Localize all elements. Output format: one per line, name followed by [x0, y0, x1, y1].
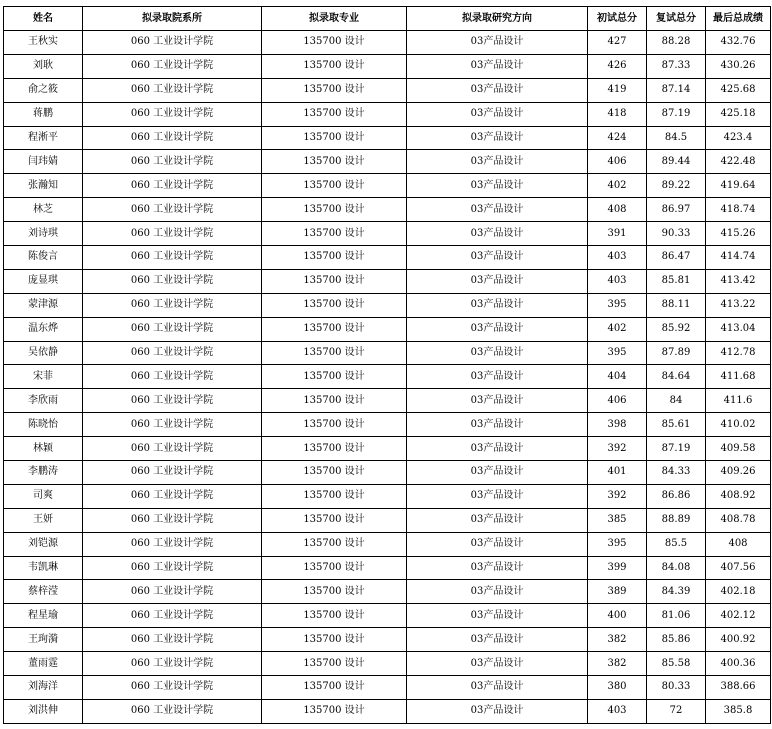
- table-row: [4, 54, 771, 78]
- cell-final-score: 402.18: [706, 580, 771, 604]
- cell-retest-score: 89.22: [647, 174, 706, 198]
- admission-table: [3, 6, 771, 724]
- cell-department: 060 工业设计学院: [83, 461, 262, 485]
- cell-initial-score: 392: [588, 437, 647, 461]
- cell-retest-score: 86.86: [647, 484, 706, 508]
- cell-retest-score: 85.5: [647, 532, 706, 556]
- header-retest-score: 复试总分: [647, 7, 706, 31]
- cell-major: 135700 设计: [262, 413, 407, 437]
- cell-major: 135700 设计: [262, 604, 407, 628]
- cell-retest-score: 84.08: [647, 556, 706, 580]
- cell-final-score: 414.74: [706, 246, 771, 270]
- cell-initial-score: 418: [588, 102, 647, 126]
- cell-research-direction: 03产品设计: [407, 437, 588, 461]
- table-row: [4, 222, 771, 246]
- cell-initial-score: 406: [588, 389, 647, 413]
- cell-final-score: 409.58: [706, 437, 771, 461]
- cell-final-score: 410.02: [706, 413, 771, 437]
- cell-name: 俞之筱: [4, 78, 83, 102]
- cell-name: 王珣漪: [4, 628, 83, 652]
- cell-department: 060 工业设计学院: [83, 198, 262, 222]
- cell-research-direction: 03产品设计: [407, 389, 588, 413]
- cell-name: 陈俊言: [4, 246, 83, 270]
- table-row: [4, 389, 771, 413]
- cell-major: 135700 设计: [262, 293, 407, 317]
- cell-name: 董雨霆: [4, 652, 83, 676]
- table-row: [4, 580, 771, 604]
- cell-name: 李欣雨: [4, 389, 83, 413]
- cell-major: 135700 设计: [262, 580, 407, 604]
- cell-research-direction: 03产品设计: [407, 54, 588, 78]
- cell-research-direction: 03产品设计: [407, 102, 588, 126]
- cell-name: 蒋鹏: [4, 102, 83, 126]
- cell-initial-score: 382: [588, 652, 647, 676]
- cell-major: 135700 设计: [262, 198, 407, 222]
- table-row: [4, 293, 771, 317]
- cell-initial-score: 427: [588, 31, 647, 55]
- cell-final-score: 413.22: [706, 293, 771, 317]
- cell-retest-score: 72: [647, 699, 706, 723]
- table-row: [4, 413, 771, 437]
- cell-department: 060 工业设计学院: [83, 54, 262, 78]
- header-final-score: 最后总成绩: [706, 7, 771, 31]
- cell-research-direction: 03产品设计: [407, 628, 588, 652]
- table-header: [4, 7, 771, 31]
- table-row: [4, 269, 771, 293]
- cell-major: 135700 设计: [262, 389, 407, 413]
- table-body: [4, 31, 771, 724]
- table-row: [4, 652, 771, 676]
- header-initial-score: 初试总分: [588, 7, 647, 31]
- table-row: [4, 198, 771, 222]
- cell-department: 060 工业设计学院: [83, 413, 262, 437]
- cell-final-score: 408.92: [706, 484, 771, 508]
- cell-initial-score: 385: [588, 508, 647, 532]
- table-row: [4, 699, 771, 723]
- cell-department: 060 工业设计学院: [83, 389, 262, 413]
- cell-final-score: 425.68: [706, 78, 771, 102]
- cell-research-direction: 03产品设计: [407, 293, 588, 317]
- cell-name: 刘铠源: [4, 532, 83, 556]
- cell-department: 060 工业设计学院: [83, 508, 262, 532]
- cell-department: 060 工业设计学院: [83, 437, 262, 461]
- cell-initial-score: 395: [588, 532, 647, 556]
- cell-department: 060 工业设计学院: [83, 532, 262, 556]
- cell-name: 刘耿: [4, 54, 83, 78]
- cell-research-direction: 03产品设计: [407, 341, 588, 365]
- cell-research-direction: 03产品设计: [407, 174, 588, 198]
- cell-department: 060 工业设计学院: [83, 126, 262, 150]
- cell-research-direction: 03产品设计: [407, 126, 588, 150]
- header-name: 姓名: [4, 7, 83, 31]
- cell-research-direction: 03产品设计: [407, 676, 588, 700]
- cell-department: 060 工业设计学院: [83, 556, 262, 580]
- cell-initial-score: 389: [588, 580, 647, 604]
- cell-research-direction: 03产品设计: [407, 484, 588, 508]
- cell-department: 060 工业设计学院: [83, 78, 262, 102]
- cell-research-direction: 03产品设计: [407, 556, 588, 580]
- cell-retest-score: 85.81: [647, 269, 706, 293]
- cell-final-score: 408: [706, 532, 771, 556]
- cell-research-direction: 03产品设计: [407, 246, 588, 270]
- cell-name: 张瀚知: [4, 174, 83, 198]
- cell-initial-score: 399: [588, 556, 647, 580]
- cell-major: 135700 设计: [262, 150, 407, 174]
- cell-final-score: 412.78: [706, 341, 771, 365]
- cell-retest-score: 89.44: [647, 150, 706, 174]
- cell-final-score: 432.76: [706, 31, 771, 55]
- cell-research-direction: 03产品设计: [407, 198, 588, 222]
- cell-major: 135700 设计: [262, 174, 407, 198]
- cell-department: 060 工业设计学院: [83, 102, 262, 126]
- cell-final-score: 413.04: [706, 317, 771, 341]
- cell-research-direction: 03产品设计: [407, 532, 588, 556]
- cell-research-direction: 03产品设计: [407, 31, 588, 55]
- cell-department: 060 工业设计学院: [83, 222, 262, 246]
- cell-research-direction: 03产品设计: [407, 222, 588, 246]
- cell-retest-score: 80.33: [647, 676, 706, 700]
- cell-retest-score: 87.19: [647, 102, 706, 126]
- cell-initial-score: 403: [588, 699, 647, 723]
- cell-department: 060 工业设计学院: [83, 628, 262, 652]
- cell-retest-score: 88.28: [647, 31, 706, 55]
- table-row: [4, 676, 771, 700]
- cell-name: 林颖: [4, 437, 83, 461]
- table-row: [4, 508, 771, 532]
- cell-major: 135700 设计: [262, 676, 407, 700]
- cell-final-score: 415.26: [706, 222, 771, 246]
- cell-final-score: 422.48: [706, 150, 771, 174]
- cell-name: 程星瑜: [4, 604, 83, 628]
- table-row: [4, 484, 771, 508]
- table-row: [4, 556, 771, 580]
- cell-name: 蔡梓滢: [4, 580, 83, 604]
- cell-initial-score: 404: [588, 365, 647, 389]
- cell-research-direction: 03产品设计: [407, 604, 588, 628]
- cell-research-direction: 03产品设计: [407, 652, 588, 676]
- table-row: [4, 31, 771, 55]
- cell-retest-score: 87.14: [647, 78, 706, 102]
- cell-department: 060 工业设计学院: [83, 293, 262, 317]
- cell-name: 吴依静: [4, 341, 83, 365]
- cell-major: 135700 设计: [262, 365, 407, 389]
- cell-final-score: 400.36: [706, 652, 771, 676]
- cell-research-direction: 03产品设计: [407, 269, 588, 293]
- cell-final-score: 400.92: [706, 628, 771, 652]
- cell-name: 司爽: [4, 484, 83, 508]
- cell-initial-score: 419: [588, 78, 647, 102]
- cell-retest-score: 88.89: [647, 508, 706, 532]
- cell-retest-score: 84.5: [647, 126, 706, 150]
- cell-department: 060 工业设计学院: [83, 580, 262, 604]
- cell-initial-score: 426: [588, 54, 647, 78]
- cell-research-direction: 03产品设计: [407, 580, 588, 604]
- cell-department: 060 工业设计学院: [83, 484, 262, 508]
- table-row: [4, 174, 771, 198]
- cell-name: 刘洪伸: [4, 699, 83, 723]
- cell-department: 060 工业设计学院: [83, 174, 262, 198]
- cell-department: 060 工业设计学院: [83, 676, 262, 700]
- cell-department: 060 工业设计学院: [83, 269, 262, 293]
- cell-research-direction: 03产品设计: [407, 365, 588, 389]
- cell-initial-score: 402: [588, 317, 647, 341]
- cell-retest-score: 87.19: [647, 437, 706, 461]
- cell-initial-score: 403: [588, 269, 647, 293]
- cell-department: 060 工业设计学院: [83, 365, 262, 389]
- cell-retest-score: 86.47: [647, 246, 706, 270]
- cell-major: 135700 设计: [262, 78, 407, 102]
- cell-major: 135700 设计: [262, 556, 407, 580]
- table-row: [4, 78, 771, 102]
- cell-retest-score: 87.33: [647, 54, 706, 78]
- cell-name: 宋菲: [4, 365, 83, 389]
- table-row: [4, 246, 771, 270]
- header-department: 拟录取院系所: [83, 7, 262, 31]
- cell-name: 刘诗琪: [4, 222, 83, 246]
- cell-name: 李鹏涛: [4, 461, 83, 485]
- cell-research-direction: 03产品设计: [407, 78, 588, 102]
- cell-retest-score: 81.06: [647, 604, 706, 628]
- cell-department: 060 工业设计学院: [83, 150, 262, 174]
- cell-retest-score: 85.92: [647, 317, 706, 341]
- table-row: [4, 437, 771, 461]
- cell-initial-score: 382: [588, 628, 647, 652]
- table-row: [4, 628, 771, 652]
- cell-major: 135700 设计: [262, 246, 407, 270]
- cell-retest-score: 88.11: [647, 293, 706, 317]
- cell-department: 060 工业设计学院: [83, 341, 262, 365]
- cell-initial-score: 395: [588, 341, 647, 365]
- cell-department: 060 工业设计学院: [83, 31, 262, 55]
- cell-final-score: 407.56: [706, 556, 771, 580]
- cell-initial-score: 398: [588, 413, 647, 437]
- table-row: [4, 126, 771, 150]
- table-row: [4, 341, 771, 365]
- table-row: [4, 461, 771, 485]
- cell-name: 王妍: [4, 508, 83, 532]
- cell-final-score: 413.42: [706, 269, 771, 293]
- cell-name: 林芝: [4, 198, 83, 222]
- cell-final-score: 425.18: [706, 102, 771, 126]
- cell-initial-score: 395: [588, 293, 647, 317]
- cell-retest-score: 86.97: [647, 198, 706, 222]
- cell-research-direction: 03产品设计: [407, 150, 588, 174]
- cell-department: 060 工业设计学院: [83, 699, 262, 723]
- cell-retest-score: 90.33: [647, 222, 706, 246]
- cell-major: 135700 设计: [262, 532, 407, 556]
- cell-major: 135700 设计: [262, 31, 407, 55]
- cell-retest-score: 85.86: [647, 628, 706, 652]
- cell-name: 王秋实: [4, 31, 83, 55]
- cell-initial-score: 400: [588, 604, 647, 628]
- cell-final-score: 388.66: [706, 676, 771, 700]
- header-research-direction: 拟录取研究方向: [407, 7, 588, 31]
- cell-research-direction: 03产品设计: [407, 508, 588, 532]
- cell-name: 蒙津源: [4, 293, 83, 317]
- table-row: [4, 365, 771, 389]
- header-major: 拟录取专业: [262, 7, 407, 31]
- cell-retest-score: 85.61: [647, 413, 706, 437]
- cell-initial-score: 391: [588, 222, 647, 246]
- cell-final-score: 411.68: [706, 365, 771, 389]
- cell-initial-score: 402: [588, 174, 647, 198]
- cell-initial-score: 401: [588, 461, 647, 485]
- cell-final-score: 430.26: [706, 54, 771, 78]
- cell-name: 温东烨: [4, 317, 83, 341]
- cell-department: 060 工业设计学院: [83, 317, 262, 341]
- cell-major: 135700 设计: [262, 222, 407, 246]
- table-row: [4, 150, 771, 174]
- cell-final-score: 423.4: [706, 126, 771, 150]
- table-row: [4, 604, 771, 628]
- cell-final-score: 402.12: [706, 604, 771, 628]
- header-row: [4, 7, 771, 31]
- cell-name: 韦凯琳: [4, 556, 83, 580]
- cell-department: 060 工业设计学院: [83, 652, 262, 676]
- cell-major: 135700 设计: [262, 126, 407, 150]
- cell-major: 135700 设计: [262, 102, 407, 126]
- cell-major: 135700 设计: [262, 508, 407, 532]
- cell-research-direction: 03产品设计: [407, 699, 588, 723]
- cell-initial-score: 406: [588, 150, 647, 174]
- cell-final-score: 419.64: [706, 174, 771, 198]
- cell-final-score: 385.8: [706, 699, 771, 723]
- cell-initial-score: 380: [588, 676, 647, 700]
- cell-major: 135700 设计: [262, 628, 407, 652]
- cell-retest-score: 84.64: [647, 365, 706, 389]
- cell-final-score: 418.74: [706, 198, 771, 222]
- cell-retest-score: 84.39: [647, 580, 706, 604]
- cell-major: 135700 设计: [262, 484, 407, 508]
- cell-initial-score: 408: [588, 198, 647, 222]
- cell-name: 陈晓怡: [4, 413, 83, 437]
- cell-major: 135700 设计: [262, 54, 407, 78]
- cell-final-score: 409.26: [706, 461, 771, 485]
- cell-retest-score: 85.58: [647, 652, 706, 676]
- cell-major: 135700 设计: [262, 317, 407, 341]
- cell-retest-score: 84: [647, 389, 706, 413]
- cell-initial-score: 403: [588, 246, 647, 270]
- cell-major: 135700 设计: [262, 269, 407, 293]
- cell-retest-score: 87.89: [647, 341, 706, 365]
- cell-initial-score: 424: [588, 126, 647, 150]
- cell-major: 135700 设计: [262, 437, 407, 461]
- cell-department: 060 工业设计学院: [83, 246, 262, 270]
- cell-name: 闫玮婧: [4, 150, 83, 174]
- cell-major: 135700 设计: [262, 652, 407, 676]
- cell-final-score: 408.78: [706, 508, 771, 532]
- table-row: [4, 532, 771, 556]
- cell-name: 程淅平: [4, 126, 83, 150]
- cell-research-direction: 03产品设计: [407, 413, 588, 437]
- cell-retest-score: 84.33: [647, 461, 706, 485]
- cell-major: 135700 设计: [262, 461, 407, 485]
- cell-initial-score: 392: [588, 484, 647, 508]
- cell-department: 060 工业设计学院: [83, 604, 262, 628]
- cell-major: 135700 设计: [262, 699, 407, 723]
- table-row: [4, 102, 771, 126]
- cell-research-direction: 03产品设计: [407, 461, 588, 485]
- cell-major: 135700 设计: [262, 341, 407, 365]
- cell-name: 刘海洋: [4, 676, 83, 700]
- cell-research-direction: 03产品设计: [407, 317, 588, 341]
- cell-final-score: 411.6: [706, 389, 771, 413]
- table-row: [4, 317, 771, 341]
- cell-name: 庞显琪: [4, 269, 83, 293]
